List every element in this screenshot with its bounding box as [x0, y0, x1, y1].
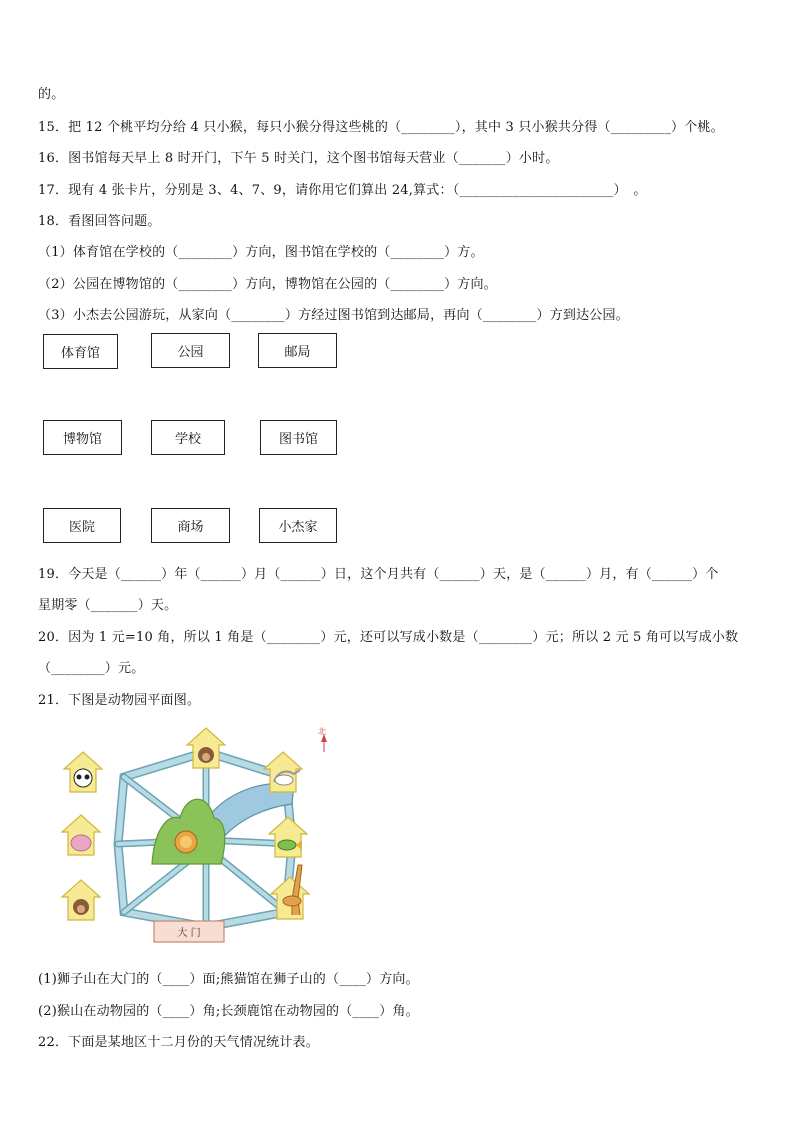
north-label: 北 — [318, 727, 326, 736]
gate-label: 大 门 — [177, 928, 201, 939]
zoo-gate — [154, 921, 224, 942]
question-18-part-2: （2）公园在博物馆的（________）方向，博物馆在公园的（________）方向。 — [38, 277, 497, 292]
question-15: 15．把 12 个桃平均分给 4 只小猴，每只小猴分得这些桃的（________），其中 3 只小猴共分得（_________）个桃。 — [38, 120, 724, 135]
text-line-continuation: 的。 — [38, 87, 65, 102]
house-elephant — [62, 815, 100, 855]
house-panda — [64, 752, 102, 792]
question-19-line-1: 19．今天是（______）年（______）月（______）日，这个月共有（______）天，是（______）月，有（______）个 — [38, 567, 719, 582]
house-fish — [269, 817, 307, 857]
question-18-part-1: （1）体育馆在学校的（________）方向，图书馆在学校的（________）方。 — [38, 245, 484, 260]
map-box-post-office: 邮局 — [258, 333, 337, 368]
question-20-line-1: 20．因为 1 元=10 角，所以 1 角是（________）元，还可以写成小数是（________）元；所以 2 元 5 角可以写成小数 — [38, 630, 739, 645]
question-21: 21．下图是动物园平面图。 — [38, 693, 201, 708]
map-box-museum: 博物馆 — [43, 420, 122, 455]
question-20-line-2: （________）元。 — [38, 661, 145, 676]
house-monkey-top — [187, 728, 225, 768]
question-17: 17．现有 4 张卡片，分别是 3、4、7、9，请你用它们算出 24,算式：（_______________________） 。 — [38, 183, 647, 198]
north-arrow — [318, 726, 327, 752]
map-box-mall: 商场 — [151, 508, 230, 543]
map-box-park: 公园 — [151, 333, 230, 368]
question-18: 18．看图回答问题。 — [38, 214, 161, 229]
zoo-map-figure — [56, 722, 336, 950]
map-box-library: 图书馆 — [260, 420, 337, 455]
map-box-school: 学校 — [151, 420, 225, 455]
question-21-part-1: (1)狮子山在大门的（____）面;熊猫馆在狮子山的（____）方向。 — [38, 972, 419, 987]
house-monkey-bottom — [62, 880, 100, 920]
question-22: 22．下面是某地区十二月份的天气情况统计表。 — [38, 1035, 319, 1050]
house-crane — [264, 752, 302, 792]
question-19-line-2: 星期零（_______）天。 — [38, 598, 178, 613]
question-16: 16．图书馆每天早上 8 时开门，下午 5 时关门，这个图书馆每天营业（_______）小时。 — [38, 151, 559, 166]
question-21-part-2: (2)猴山在动物园的（____）角;长颈鹿馆在动物园的（____）角。 — [38, 1004, 419, 1019]
map-box-xiaojie-home: 小杰家 — [259, 508, 337, 543]
map-box-stadium: 体育馆 — [43, 334, 118, 369]
question-18-part-3: （3）小杰去公园游玩，从家向（________）方经过图书馆到达邮局，再向（________）方到达公园。 — [38, 308, 629, 323]
map-box-hospital: 医院 — [43, 508, 121, 543]
